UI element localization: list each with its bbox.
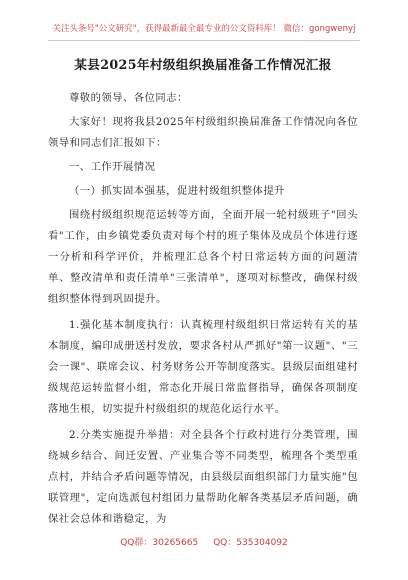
section-heading: 一、工作开展情况 [69, 161, 156, 173]
promo-banner: 关注头条号"公文研究"，获得最新最全最专业的公文资料库！ 微信：gongwenyj [52, 23, 356, 33]
list-item: 2.分类实施提升举措：对全县各个行政村进行分类管理，围绕城乡结合、间迁安置、产业集合等不同类型，梳理各个类型重点村，并结合矛盾问题等情况，由县级层面组织部门力量实施"包联管理"，定向选派包村组团力量帮助化解各类基层矛盾问题，确保社会总体和谐稳定，为 [48, 429, 358, 525]
list-item: 1.强化基本制度执行：认真梳理村级组织日常运转有关的基本制度，编印成册送村发放，要求各村从严抓好"第一议题"、"三会一课"、联席会议、村务财务公开等制度落实。县级层面组建村级规范运转监督小组，常态化开展日常监督指导，确保各项制度落地生根，切实提升村级组织的规范化运行水平。 [48, 319, 358, 415]
qq-group: QQ群：30265665 [120, 538, 199, 548]
document-title: 某县2025年村级组织换届准备工作情况汇报 [74, 57, 332, 72]
document-body [48, 54, 358, 533]
salutation: 尊敬的领导、各位同志： [69, 92, 188, 104]
header-divider [48, 40, 360, 41]
qq-contact: QQ：535304092 [213, 538, 288, 548]
subsection-heading: （一）抓实固本强基，促进村级组织整体提升 [69, 185, 285, 197]
contact-footer [0, 535, 408, 548]
body-paragraph: 围绕村级组织规范运转等方面，全面开展一轮村级班子"回头看"工作，由乡镇党委负责对每个村的班子集体及成员个体进行逐一分析和科学评价，并梳理汇总各个村日常运转方面的问题清单、整改清单和责任清单"三张清单"，逐项对标整改，确保村级组织整体得到巩固提升。 [48, 209, 358, 305]
opening-paragraph: 大家好！现将我县2025年村级组织换届准备工作情况向各位领导和同志们汇报如下： [48, 116, 358, 149]
